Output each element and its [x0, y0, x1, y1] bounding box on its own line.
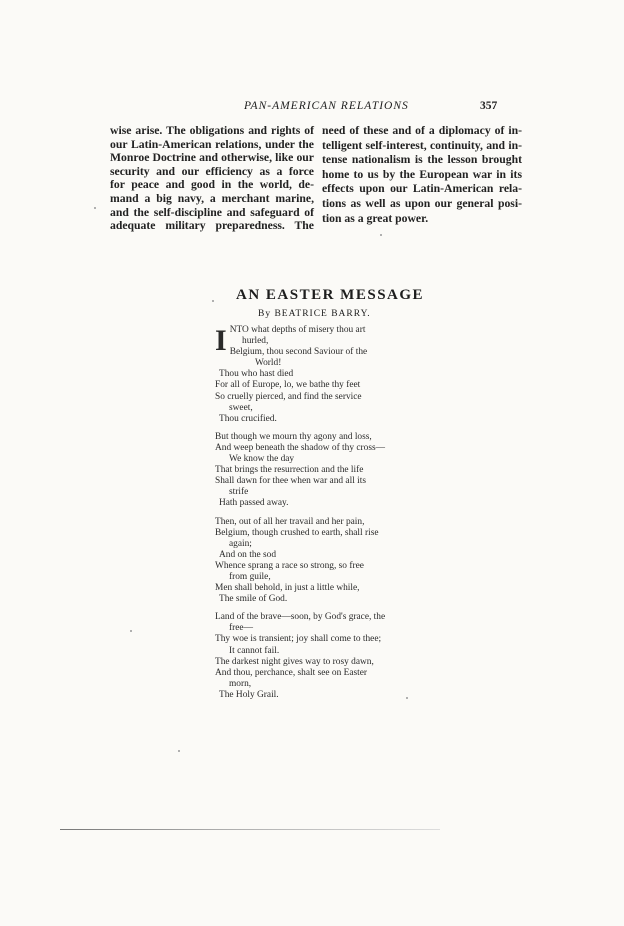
poem-line: For all of Europe, lo, we bathe thy feet	[215, 380, 361, 391]
poem-line: But though we mourn thy agony and loss,	[215, 431, 372, 442]
poem-line: free—	[229, 623, 253, 634]
running-title: PAN-AMERICAN RELATIONS	[244, 100, 409, 112]
stanza-2	[215, 432, 425, 510]
poem-line: We know the day	[229, 454, 295, 465]
running-header	[0, 100, 624, 116]
poem-line: Hath passed away.	[219, 498, 289, 509]
poem-line: hurled,	[242, 336, 269, 347]
poem-line: morn,	[229, 678, 252, 689]
right-column-text	[322, 124, 522, 226]
poem-line: Land of the brave—soon, by God's grace, the	[215, 612, 386, 623]
poem-title: AN EASTER MESSAGE	[236, 287, 425, 303]
drop-cap: I	[215, 324, 227, 357]
speck	[94, 207, 96, 209]
poem-line: NTO what depths of misery thou art	[229, 325, 366, 335]
poem-line: Whence sprang a race so strong, so free	[215, 560, 364, 571]
text-line: need of these and of a diplomacy of in-	[322, 124, 522, 137]
speck	[406, 697, 408, 699]
poem-line: Belgium, thou second Saviour of the	[229, 347, 368, 358]
text-line: and the self-discipline and safeguard of	[110, 205, 314, 219]
text-line: telligent self-interest, continuity, and in-	[322, 138, 522, 152]
poem-line: Thy woe is transient; joy shall come to thee;	[215, 634, 382, 645]
bottom-rule	[60, 829, 440, 830]
poem-line: sweet,	[229, 402, 253, 413]
text-line: security and our efficiency as a force	[110, 164, 314, 178]
text-line: tions as well as upon our general posi-	[322, 196, 522, 210]
speck	[130, 630, 132, 632]
poem-line: Then, out of all her travail and her pain,	[215, 516, 365, 527]
text-line: effects upon our Latin-American rela-	[322, 182, 522, 196]
poem-line: And thou, perchance, shalt see on Easter	[215, 667, 368, 678]
poem-line: Thou crucified.	[219, 413, 277, 424]
text-line: our Latin-American relations, under the	[110, 137, 314, 151]
poem-line: World!	[255, 358, 282, 369]
poem-line: So cruelly pierced, and find the service	[215, 391, 362, 402]
poem-line: The smile of God.	[219, 594, 288, 605]
poem-line: The Holy Grail.	[219, 689, 279, 700]
text-line: home to us by the European war in its	[322, 167, 522, 181]
text-line: mand a big navy, a merchant marine,	[110, 191, 314, 205]
stanza-1	[215, 325, 425, 425]
stanza-4	[215, 612, 425, 701]
speck	[212, 300, 214, 302]
poem-line: Belgium, though crushed to earth, shall rise	[215, 527, 379, 538]
poem-line: It cannot fail.	[229, 645, 280, 656]
poem-line: That brings the resurrection and the life	[215, 465, 364, 476]
poem-line: again;	[229, 538, 252, 549]
text-line: tion as a great power.	[322, 211, 429, 225]
text-line: wise arise. The obligations and rights of	[110, 124, 314, 137]
page-number: 357	[480, 100, 498, 112]
poem-line: strife	[229, 487, 249, 498]
left-column-text	[110, 124, 314, 233]
speck	[178, 750, 180, 752]
poem-line: The darkest night gives way to rosy dawn,	[215, 656, 374, 667]
text-line: Monroe Doctrine and otherwise, like our	[110, 151, 314, 165]
poem-line: Shall dawn for thee when war and all its	[215, 476, 366, 487]
poem-line: Men shall behold, in just a little while,	[215, 583, 360, 594]
text-line: tense nationalism is the lesson brought	[322, 153, 522, 167]
poem-line: And weep beneath the shadow of thy cross—	[215, 442, 386, 453]
poem-body	[215, 325, 425, 708]
text-line: for peace and good in the world, de-	[110, 178, 314, 192]
poem-line: And on the sod	[219, 549, 277, 560]
poem-line: Thou who hast died	[219, 369, 294, 380]
poem-byline: By BEATRICE BARRY.	[258, 309, 371, 319]
text-line: adequate military preparedness. The	[110, 219, 314, 233]
poem-line: from guile,	[229, 571, 271, 582]
stanza-3	[215, 517, 425, 606]
speck	[380, 234, 382, 236]
